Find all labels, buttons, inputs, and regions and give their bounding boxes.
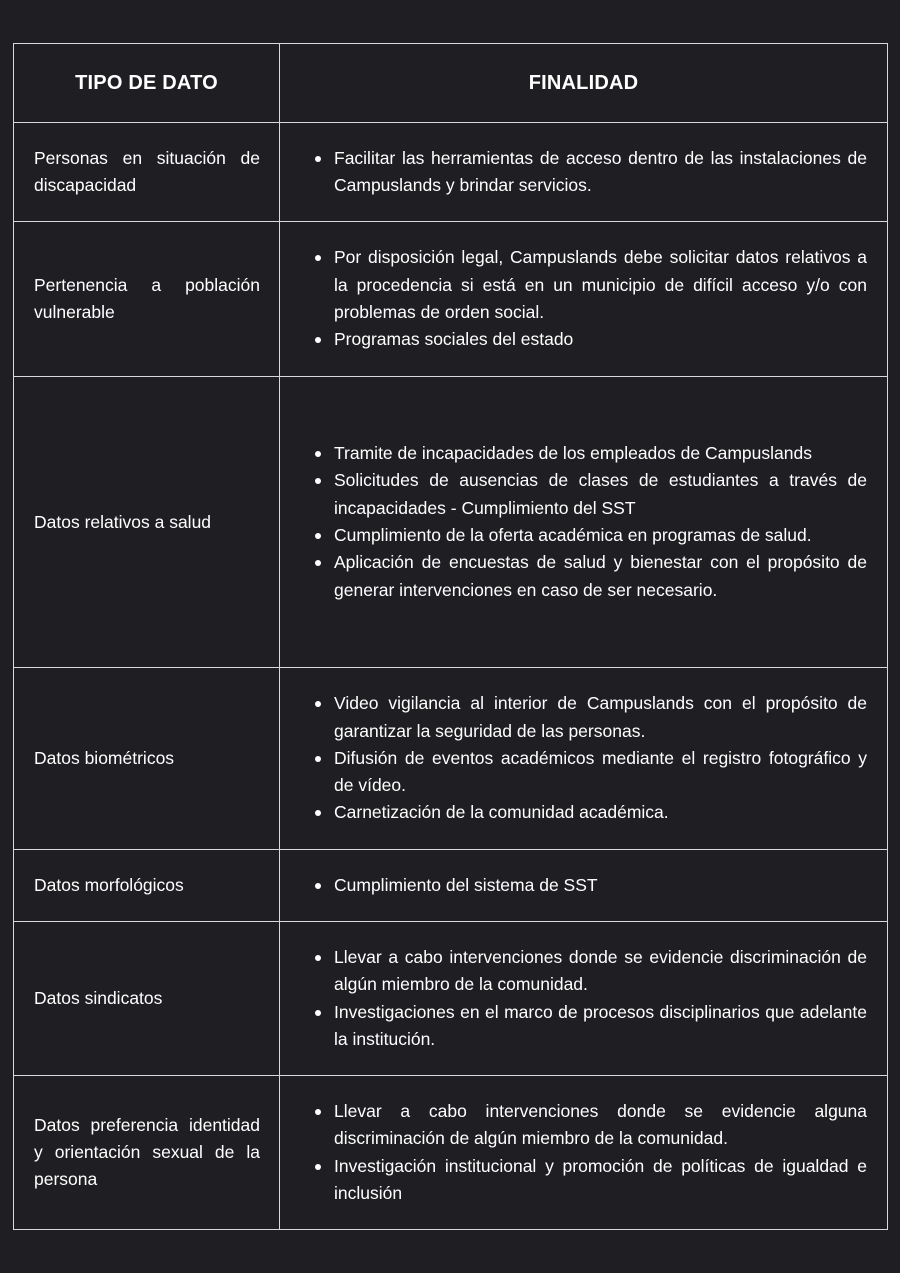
purpose-list-item: Cumplimiento de la oferta académica en programas de salud. <box>334 522 867 549</box>
purpose-cell <box>280 1076 888 1230</box>
table-row <box>14 377 888 668</box>
purpose-list-item: Cumplimiento del sistema de SST <box>334 872 867 899</box>
data-type-cell: Datos preferencia identidad y orientación sexual de la persona <box>14 1076 280 1230</box>
purpose-list <box>300 690 867 826</box>
purpose-list-item: Solicitudes de ausencias de clases de estudiantes a través de incapacidades - Cumplimiento del SST <box>334 467 867 522</box>
purpose-list <box>300 440 867 604</box>
purpose-list-item: Investigación institucional y promoción de políticas de igualdad e inclusión <box>334 1153 867 1208</box>
purpose-list-item: Video vigilancia al interior de Campuslands con el propósito de garantizar la seguridad de las personas. <box>334 690 867 745</box>
purpose-list-item: Programas sociales del estado <box>334 326 867 353</box>
table-header-row <box>14 44 888 123</box>
purpose-cell <box>280 850 888 922</box>
purpose-cell <box>280 922 888 1076</box>
purpose-list <box>300 145 867 200</box>
data-type-cell: Datos relativos a salud <box>14 377 280 668</box>
data-purpose-table <box>13 43 888 1230</box>
data-type-cell: Datos sindicatos <box>14 922 280 1076</box>
table-row <box>14 123 888 222</box>
table-row <box>14 922 888 1076</box>
table-row <box>14 668 888 850</box>
purpose-list-item: Carnetización de la comunidad académica. <box>334 799 867 826</box>
data-type-cell: Personas en situación de discapacidad <box>14 123 280 222</box>
purpose-list <box>300 944 867 1053</box>
table-body <box>14 123 888 1230</box>
table-row <box>14 222 888 377</box>
purpose-list-item: Llevar a cabo intervenciones donde se evidencie alguna discriminación de algún miembro de la comunidad. <box>334 1098 867 1153</box>
purpose-list-item: Difusión de eventos académicos mediante el registro fotográfico y de vídeo. <box>334 745 867 800</box>
data-type-cell: Pertenencia a población vulnerable <box>14 222 280 377</box>
purpose-list-item: Tramite de incapacidades de los empleados de Campuslands <box>334 440 867 467</box>
purpose-cell <box>280 668 888 850</box>
purpose-list <box>300 244 867 353</box>
purpose-list <box>300 1098 867 1207</box>
header-data-type: TIPO DE DATO <box>14 44 280 123</box>
purpose-list-item: Por disposición legal, Campuslands debe solicitar datos relativos a la procedencia si está en un municipio de difícil acceso y/o con problemas de orden social. <box>334 244 867 326</box>
data-type-cell: Datos morfológicos <box>14 850 280 922</box>
purpose-cell <box>280 123 888 222</box>
purpose-list <box>300 872 867 899</box>
data-type-cell: Datos biométricos <box>14 668 280 850</box>
purpose-cell <box>280 222 888 377</box>
purpose-list-item: Aplicación de encuestas de salud y bienestar con el propósito de generar intervenciones en caso de ser necesario. <box>334 549 867 604</box>
table-row <box>14 1076 888 1230</box>
header-purpose: FINALIDAD <box>280 44 888 123</box>
purpose-list-item: Facilitar las herramientas de acceso dentro de las instalaciones de Campuslands y brindar servicios. <box>334 145 867 200</box>
table-row <box>14 850 888 922</box>
purpose-list-item: Investigaciones en el marco de procesos disciplinarios que adelante la institución. <box>334 999 867 1054</box>
purpose-cell <box>280 377 888 668</box>
purpose-list-item: Llevar a cabo intervenciones donde se evidencie discriminación de algún miembro de la comunidad. <box>334 944 867 999</box>
